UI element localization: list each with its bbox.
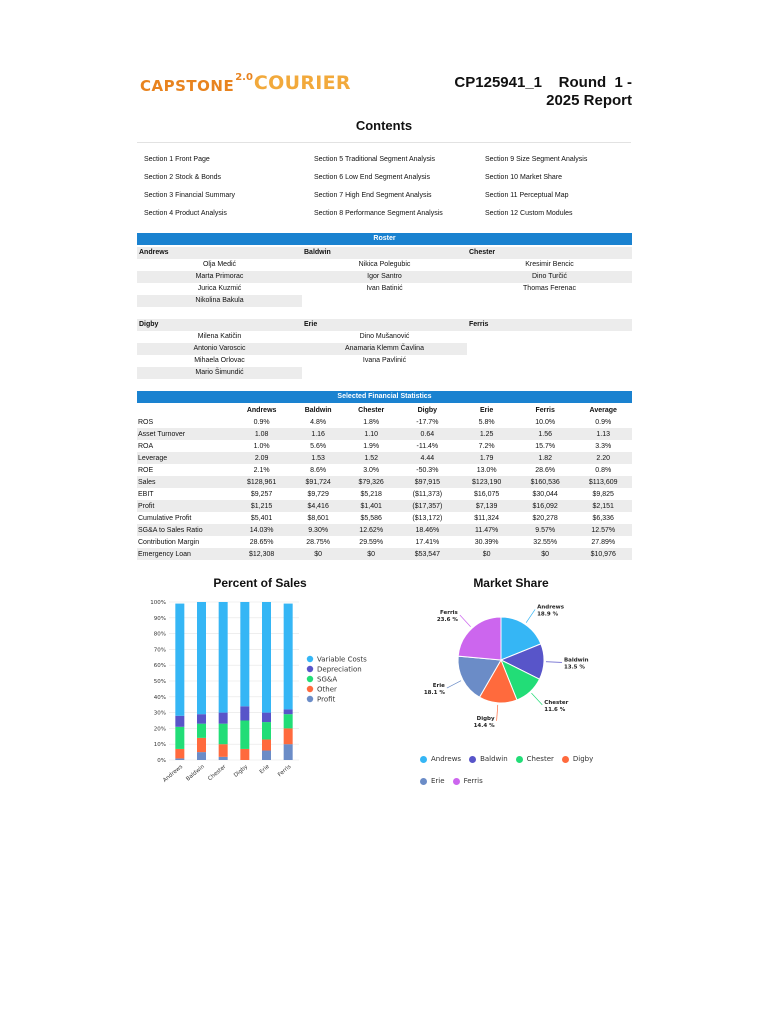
stats-cell: $5,586	[360, 514, 382, 522]
contents-link[interactable]: Section 8 Performance Segment Analysis	[314, 210, 443, 217]
stats-cell: 7.2%	[478, 442, 495, 450]
bar-segment-other	[284, 728, 293, 744]
roster-member-row	[137, 355, 632, 367]
stats-cell: ($17,357)	[397, 500, 457, 512]
stats-row-label: ROE	[138, 466, 154, 474]
stats-cell: $9,257	[250, 490, 273, 498]
legend-label: Andrews	[431, 755, 462, 763]
roster-member-row	[137, 367, 632, 379]
logo-version: 2.0	[235, 72, 253, 83]
stats-row-label: ROA	[138, 442, 154, 450]
bar-segment-variable-costs	[284, 604, 293, 710]
pie-leader-line	[526, 609, 535, 622]
team-member: Dino Mušanović	[359, 333, 410, 340]
stats-cell: 0.9%	[253, 418, 270, 426]
y-tick-label: 20%	[153, 726, 166, 733]
stats-cell: 15.7%	[535, 442, 556, 450]
pie-leader-line	[546, 662, 562, 663]
contents-title: Contents	[355, 118, 413, 133]
pie-label-name: Ferris	[439, 609, 458, 616]
legend-label: Depreciation	[317, 665, 362, 674]
x-tick-label: Ferris	[277, 763, 293, 779]
legend-marker	[453, 778, 460, 785]
stats-cell: $97,915	[397, 476, 457, 488]
pie-label-value: 13.5 %	[563, 664, 585, 671]
stats-column-header: Average	[589, 406, 617, 414]
stats-row-label: Asset Turnover	[137, 428, 232, 440]
y-tick-label: 0%	[157, 758, 166, 764]
legend-label: Variable Costs	[317, 655, 367, 664]
contents-link[interactable]: Section 1 Front Page	[144, 156, 210, 163]
stats-cell: -11.4%	[416, 442, 439, 450]
stats-cell: 3.0%	[363, 466, 380, 474]
bar-segment-variable-costs	[175, 604, 184, 716]
contents-link[interactable]: Section 5 Traditional Segment Analysis	[314, 156, 436, 163]
stats-cell: 2.09	[232, 452, 291, 464]
stats-cell: 1.52	[345, 452, 397, 464]
pie-label-value: 14.4 %	[473, 722, 495, 729]
stats-cell: 28.6%	[535, 466, 556, 474]
bar-segment-variable-costs	[240, 602, 249, 706]
roster-member-row	[137, 331, 632, 343]
stats-cell: $4,416	[291, 500, 345, 512]
legend-label: Digby	[572, 755, 594, 763]
team-name: Andrews	[139, 249, 169, 256]
contents-link[interactable]: Section 7 High End Segment Analysis	[314, 192, 432, 199]
stats-column-header: Andrews	[246, 406, 277, 414]
stats-cell: $11,324	[474, 514, 500, 522]
legend-item	[420, 777, 445, 785]
financial-stats-table	[137, 404, 632, 560]
team-member: Marta Primorac	[137, 271, 302, 283]
stats-cell: 1.79	[457, 452, 516, 464]
contents-column-1	[144, 152, 235, 224]
team-member: Igor Santro	[302, 271, 467, 283]
stats-cell: $1,401	[345, 500, 397, 512]
bar-segment-depreciation	[219, 713, 228, 724]
contents-link[interactable]: Section 11 Perceptual Map	[485, 192, 569, 199]
contents-link[interactable]: Section 9 Size Segment Analysis	[485, 156, 588, 163]
legend-marker	[420, 756, 427, 763]
stats-cell: $9,825	[592, 490, 614, 498]
pie-label-value: 18.1 %	[423, 690, 445, 697]
stats-cell: $2,151	[574, 500, 632, 512]
y-tick-label: 10%	[153, 742, 166, 749]
stats-row-label: Cumulative Profit	[138, 514, 192, 522]
percent-of-sales-chart	[137, 592, 383, 797]
stats-cell: 1.16	[291, 428, 345, 440]
stats-cell: $123,190	[457, 476, 516, 488]
team-member: Jurica Kuzmić	[197, 285, 242, 292]
bar-segment-profit	[175, 758, 184, 760]
legend-marker	[307, 666, 313, 672]
legend-label: Other	[317, 685, 337, 694]
roster-group-2	[137, 319, 632, 379]
legend-item	[562, 755, 593, 763]
roster-team-header-row	[137, 319, 632, 331]
market-share-legend	[420, 748, 620, 792]
stats-cell: 1.0%	[253, 442, 270, 450]
team-name: Erie	[304, 321, 318, 328]
stats-cell: $8,601	[307, 514, 329, 522]
legend-marker	[562, 756, 569, 763]
stats-cell: $113,609	[574, 476, 632, 488]
team-member: Kresimir Bencic	[525, 261, 574, 268]
market-share-title: Market Share	[473, 576, 549, 590]
stats-cell: $7,139	[457, 500, 516, 512]
stats-cell: 2.20	[574, 452, 632, 464]
team-member: Ivan Batinić	[366, 285, 403, 292]
stats-cell: 2.1%	[253, 466, 270, 474]
bar-segment-depreciation	[240, 706, 249, 720]
y-tick-label: 90%	[153, 615, 166, 622]
roster-member-row	[137, 283, 632, 295]
bar-segment-other	[240, 749, 249, 760]
pie-label-name: Chester	[544, 699, 569, 706]
legend-row	[420, 770, 620, 792]
legend-row	[420, 748, 620, 770]
stats-cell: 30.39%	[474, 538, 499, 546]
stats-cell: 1.53	[291, 452, 345, 464]
team-member: Mihaela Orlovac	[194, 357, 245, 364]
pie-leader-line	[447, 681, 461, 688]
y-tick-label: 50%	[153, 679, 166, 685]
team-member: Anamaria Klemm Čavlina	[302, 343, 467, 355]
stats-cell: -50.3%	[416, 466, 439, 474]
team-member: Nikolina Bakula	[137, 295, 302, 307]
stats-row	[137, 464, 632, 476]
stats-row	[137, 536, 632, 548]
stats-cell: ($13,172)	[412, 514, 443, 522]
team-member: Thomas Ferenac	[523, 285, 576, 292]
stats-cell: 8.6%	[310, 466, 327, 474]
stats-row	[137, 428, 632, 440]
stats-cell: 1.13	[574, 428, 632, 440]
stats-header-row	[137, 404, 632, 416]
team-member: Milena Katičin	[197, 333, 242, 340]
team-name: Baldwin	[304, 249, 331, 256]
stats-cell: -17.7%	[416, 418, 439, 426]
roster-header: Roster	[137, 233, 632, 245]
pie-slice-ferris	[458, 617, 501, 660]
capstone-courier-logo	[140, 72, 351, 96]
stats-row	[137, 500, 632, 512]
team-member: Dino Turčić	[467, 271, 632, 283]
stats-body	[137, 416, 632, 560]
bar-segment-sg-a	[262, 722, 271, 739]
bar-segment-profit	[262, 751, 271, 760]
bar-segment-profit	[284, 744, 293, 760]
stats-cell: $91,724	[291, 476, 345, 488]
percent-of-sales-title: Percent of Sales	[213, 576, 307, 590]
stats-row	[137, 476, 632, 488]
roster-member-row	[137, 343, 632, 355]
stats-row-label: ROS	[138, 418, 154, 426]
team-member: Antonio Varoscic	[137, 343, 302, 355]
bar-segment-other	[219, 744, 228, 757]
legend-marker	[307, 676, 313, 682]
contents-link[interactable]: Section 12 Custom Modules	[485, 210, 573, 217]
bar-segment-other	[197, 738, 206, 752]
stats-row	[137, 524, 632, 536]
stats-cell: 5.6%	[310, 442, 327, 450]
stats-cell: 18.46%	[397, 524, 457, 536]
x-tick-label: Erie	[258, 763, 271, 776]
stats-cell: ($11,373)	[412, 490, 443, 498]
pie-label-name: Erie	[432, 683, 445, 690]
stats-row-label: Emergency Loan	[137, 548, 232, 560]
stats-cell: 0.64	[397, 428, 457, 440]
pie-label-name: Baldwin	[563, 657, 589, 664]
roster-group-1	[137, 247, 632, 307]
stats-row	[137, 548, 632, 560]
stats-row	[137, 416, 632, 428]
bar-segment-variable-costs	[262, 602, 271, 713]
stats-cell: $0	[516, 548, 575, 560]
stats-cell: 0.8%	[595, 466, 612, 474]
contents-link[interactable]: Section 4 Product Analysis	[144, 210, 227, 217]
stats-cell: 9.57%	[516, 524, 575, 536]
y-tick-label: 80%	[153, 631, 166, 638]
stats-cell: $16,092	[516, 500, 575, 512]
x-tick-label: Andrews	[162, 763, 185, 784]
stats-cell: 4.8%	[310, 418, 327, 426]
legend-label: Chester	[526, 755, 554, 763]
stats-row-label: Profit	[137, 500, 232, 512]
stats-column-header: Digby	[417, 406, 438, 414]
stats-cell: 5.8%	[478, 418, 495, 426]
stats-cell: $53,547	[397, 548, 457, 560]
team-member: Ivana Pavlinić	[362, 357, 407, 364]
stats-cell: 3.3%	[595, 442, 612, 450]
stats-row	[137, 512, 632, 524]
stats-cell: $10,976	[574, 548, 632, 560]
legend-marker	[516, 756, 523, 763]
legend-item	[516, 755, 554, 763]
financial-stats-header: Selected Financial Statistics	[137, 391, 632, 403]
stats-cell: 28.65%	[249, 538, 274, 546]
report-title-line1: CP125941_1 Round 1 -	[454, 74, 632, 91]
stats-cell: $1,215	[232, 500, 291, 512]
stats-cell: $9,729	[307, 490, 329, 498]
stats-cell: 14.03%	[232, 524, 291, 536]
stats-cell: 1.8%	[363, 418, 380, 426]
stats-column-header: Chester	[358, 406, 385, 414]
stats-cell: 28.75%	[306, 538, 331, 546]
legend-item	[453, 777, 483, 785]
stats-row-label: Contribution Margin	[138, 538, 200, 546]
legend-item	[420, 755, 461, 763]
bar-segment-depreciation	[262, 713, 271, 722]
contents-link[interactable]: Section 10 Market Share	[485, 174, 563, 181]
contents-link[interactable]: Section 2 Stock & Bonds	[144, 174, 222, 181]
stats-cell: $0	[345, 548, 397, 560]
stats-cell: 4.44	[397, 452, 457, 464]
stats-cell: 1.08	[232, 428, 291, 440]
legend-marker	[307, 686, 313, 692]
stats-cell: 9.30%	[291, 524, 345, 536]
bar-segment-other	[262, 739, 271, 750]
bar-segment-sg-a	[219, 724, 228, 745]
stats-cell: $5,401	[250, 514, 273, 522]
legend-label: Erie	[431, 777, 445, 785]
divider	[137, 142, 631, 143]
stats-cell: 13.0%	[476, 466, 497, 474]
stats-cell: 17.41%	[415, 538, 440, 546]
report-title-line2: 2025 Report	[546, 92, 632, 109]
roster-member-row	[137, 259, 632, 271]
stats-cell: 32.55%	[533, 538, 558, 546]
stats-cell: $0	[457, 548, 516, 560]
contents-column-3	[485, 152, 587, 224]
pie-label-name: Digby	[476, 715, 495, 722]
stats-row	[137, 488, 632, 500]
legend-label: Baldwin	[480, 755, 508, 763]
roster-member-row	[137, 271, 632, 283]
team-name: Ferris	[469, 321, 489, 328]
team-member: Nikica Polegubic	[358, 261, 411, 268]
roster-member-row	[137, 295, 632, 307]
legend-marker	[420, 778, 427, 785]
stats-column-header	[137, 404, 232, 416]
pie-leader-line	[497, 705, 498, 721]
stats-cell: 12.62%	[345, 524, 397, 536]
stats-cell: 29.59%	[359, 538, 384, 546]
stats-cell: $128,961	[232, 476, 291, 488]
stats-cell: 1.25	[457, 428, 516, 440]
pie-label-value: 18.9 %	[537, 611, 559, 618]
legend-label: Profit	[317, 695, 336, 704]
stats-cell: $16,075	[473, 490, 500, 498]
stats-cell: $30,044	[532, 490, 558, 498]
bar-segment-sg-a	[240, 721, 249, 749]
stats-cell: 0.9%	[595, 418, 612, 426]
pie-label-value: 23.6 %	[436, 616, 458, 623]
stats-cell: $0	[291, 548, 345, 560]
report-title	[454, 74, 632, 110]
stats-cell: 1.10	[345, 428, 397, 440]
legend-marker	[469, 756, 476, 763]
y-tick-label: 100%	[150, 600, 166, 606]
stats-row-label: Sales	[137, 476, 232, 488]
stats-row-label: Leverage	[137, 452, 232, 464]
stats-cell: 12.57%	[574, 524, 632, 536]
legend-label: Ferris	[463, 777, 483, 785]
contents-link[interactable]: Section 3 Financial Summary	[144, 192, 236, 199]
stats-row	[137, 452, 632, 464]
bar-segment-profit	[197, 752, 206, 760]
stats-column-header: Ferris	[535, 406, 555, 414]
legend-label: SG&A	[317, 675, 338, 684]
bar-segment-depreciation	[197, 714, 206, 723]
bar-segment-sg-a	[175, 727, 184, 749]
stats-cell: $20,278	[532, 514, 558, 522]
team-member: Mario Šimundić	[137, 367, 302, 379]
bar-segment-depreciation	[175, 716, 184, 727]
stats-cell: $79,326	[345, 476, 397, 488]
pie-label-name: Andrews	[537, 604, 565, 611]
bar-segment-other	[175, 749, 184, 758]
bar-segment-sg-a	[284, 714, 293, 728]
stats-cell: 27.89%	[591, 538, 616, 546]
stats-cell: $160,536	[516, 476, 575, 488]
legend-marker	[307, 656, 313, 662]
y-tick-label: 40%	[153, 694, 166, 701]
x-tick-label: Digby	[232, 763, 250, 779]
y-tick-label: 60%	[153, 663, 166, 670]
stats-cell: $6,336	[592, 514, 614, 522]
team-name: Digby	[139, 321, 159, 328]
bar-segment-depreciation	[284, 709, 293, 714]
team-member: Olja Medić	[202, 261, 237, 268]
stats-row	[137, 440, 632, 452]
y-tick-label: 70%	[153, 647, 166, 654]
legend-marker	[307, 696, 313, 702]
contents-link[interactable]: Section 6 Low End Segment Analysis	[314, 174, 430, 181]
stats-row-label: EBIT	[138, 490, 154, 498]
stats-cell: 11.47%	[457, 524, 516, 536]
bar-segment-variable-costs	[197, 602, 206, 714]
stats-cell: $12,308	[232, 548, 291, 560]
stats-cell: $5,218	[360, 490, 382, 498]
stats-column-header: Erie	[480, 406, 494, 414]
roster-team-header-row	[137, 247, 632, 259]
pie-leader-line	[531, 693, 542, 705]
stats-column-header: Baldwin	[304, 406, 332, 414]
stats-cell: 1.82	[516, 452, 575, 464]
logo-capstone: CAPSTONE	[140, 77, 235, 95]
bar-segment-sg-a	[197, 724, 206, 738]
logo-courier: COURIER	[253, 72, 351, 94]
x-tick-label: Baldwin	[185, 763, 206, 783]
contents-column-2	[314, 152, 443, 224]
pie-leader-line	[460, 615, 471, 627]
stats-cell: 1.56	[516, 428, 575, 440]
stats-row-label: SG&A to Sales Ratio	[137, 524, 232, 536]
y-tick-label: 30%	[153, 710, 166, 717]
pie-label-value: 11.6 %	[544, 706, 566, 713]
team-name: Chester	[469, 249, 496, 256]
legend-item	[469, 755, 508, 763]
stats-cell: 1.9%	[363, 442, 380, 450]
stats-cell: 10.0%	[535, 418, 556, 426]
bar-segment-variable-costs	[219, 602, 228, 713]
x-tick-label: Chester	[207, 763, 228, 783]
bar-segment-profit	[219, 757, 228, 760]
